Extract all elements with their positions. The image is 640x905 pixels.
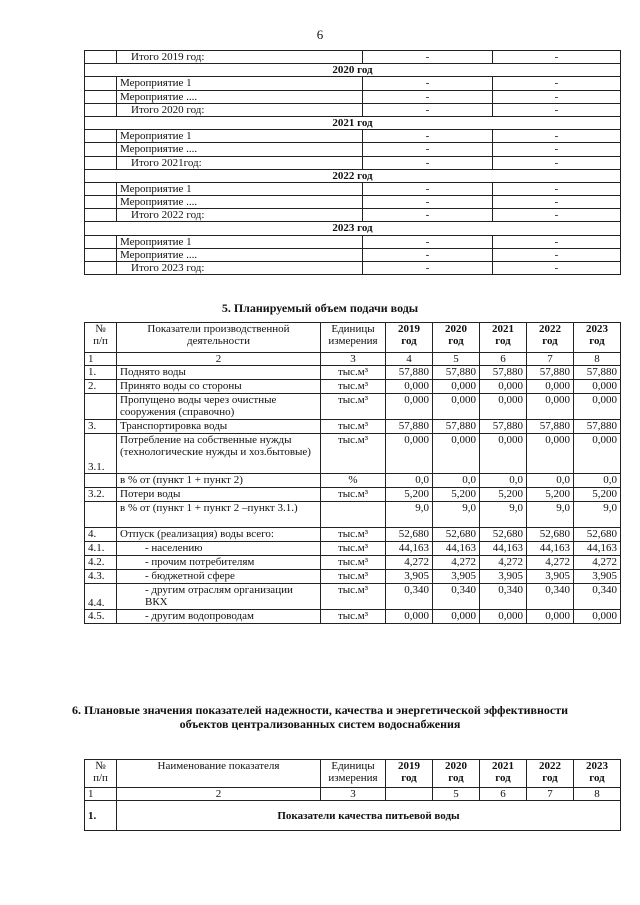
column-number: 6 (480, 788, 527, 801)
measure-row (85, 209, 621, 222)
row-unit: тыс.м³ (321, 394, 386, 420)
data-row (85, 474, 621, 488)
column-number: 3 (321, 788, 386, 801)
row-value: 0,000 (527, 434, 574, 474)
measure-value: - (363, 103, 493, 116)
header-year: 2023 год (574, 323, 621, 353)
section6-title-line2: объектов централизованных систем водоснабжения (179, 717, 461, 731)
measure-row (85, 77, 621, 90)
measure-value: - (493, 90, 621, 103)
measure-row (85, 156, 621, 169)
row-value: 9,0 (480, 502, 527, 528)
row-value: 0,000 (574, 380, 621, 394)
measure-value: - (363, 51, 493, 64)
data-row (85, 570, 621, 584)
year-heading: 2022 год (85, 169, 621, 182)
measure-value: - (493, 103, 621, 116)
row-value: 0,000 (433, 610, 480, 624)
row-value: 0,000 (574, 394, 621, 420)
measure-label: Итого 2019 год: (117, 51, 363, 64)
row-value: 0,340 (527, 584, 574, 610)
measure-value: - (493, 262, 621, 275)
section5-title: 5. Планируемый объем подачи воды (221, 301, 419, 315)
measure-value: - (363, 77, 493, 90)
row-value: 0,000 (386, 394, 433, 420)
row-unit: тыс.м³ (321, 570, 386, 584)
row-value: 0,000 (480, 610, 527, 624)
column-number: 2 (117, 353, 321, 366)
measure-value: - (363, 248, 493, 261)
measure-row (85, 196, 621, 209)
row-value: 5,200 (480, 488, 527, 502)
measure-row (85, 262, 621, 275)
measure-row (85, 90, 621, 103)
row-value: 52,680 (574, 528, 621, 542)
row-value: 0,0 (574, 474, 621, 488)
row-value: 0,000 (527, 394, 574, 420)
row-value: 44,163 (527, 542, 574, 556)
column-number-row (85, 788, 621, 801)
row-value: 0,000 (386, 434, 433, 474)
data-row (85, 380, 621, 394)
measure-label: Мероприятие 1 (117, 77, 363, 90)
data-row (85, 502, 621, 528)
num-cell (85, 209, 117, 222)
data-row (85, 542, 621, 556)
row-value: 4,272 (527, 556, 574, 570)
row-value: 57,880 (574, 420, 621, 434)
row-value: 3,905 (574, 570, 621, 584)
row-num: 3.1. (85, 434, 117, 474)
data-row (85, 366, 621, 380)
column-number-row (85, 353, 621, 366)
num-cell (85, 235, 117, 248)
header-num: № п/п (85, 323, 117, 353)
header-unit: Единицы измерения (321, 323, 386, 353)
data-row (85, 420, 621, 434)
row-value: 0,0 (480, 474, 527, 488)
header-num: № п/п (85, 760, 117, 788)
row-value: 4,272 (574, 556, 621, 570)
row-value: 9,0 (527, 502, 574, 528)
row-value: 0,340 (386, 584, 433, 610)
column-number: 5 (433, 788, 480, 801)
row-value: 0,340 (433, 584, 480, 610)
data-row (85, 488, 621, 502)
num-cell (85, 77, 117, 90)
column-number: 4 (386, 353, 433, 366)
data-row (85, 610, 621, 624)
row-num: 4.5. (85, 610, 117, 624)
row-unit: тыс.м³ (321, 584, 386, 610)
measure-row (85, 103, 621, 116)
row-value: 5,200 (386, 488, 433, 502)
data-row (85, 584, 621, 610)
measure-label: Мероприятие .... (117, 196, 363, 209)
num-cell (85, 156, 117, 169)
measure-label: Мероприятие .... (117, 143, 363, 156)
header-year: 2019 год (386, 323, 433, 353)
row-value: 44,163 (574, 542, 621, 556)
measure-value: - (493, 196, 621, 209)
measure-label: Итого 2022 год: (117, 209, 363, 222)
row-unit: тыс.м³ (321, 434, 386, 474)
measure-label: Итого 2021год: (117, 156, 363, 169)
header-year: 2021 год (480, 323, 527, 353)
row-value: 57,880 (480, 366, 527, 380)
header-indicator: Показатели производственной деятельности (117, 323, 321, 353)
row-value: 0,340 (574, 584, 621, 610)
measure-label: Мероприятие 1 (117, 235, 363, 248)
row-value: 0,000 (433, 394, 480, 420)
measure-label: Мероприятие .... (117, 90, 363, 103)
row-unit: % (321, 474, 386, 488)
measure-value: - (363, 182, 493, 195)
measure-row (85, 51, 621, 64)
row-value: 9,0 (433, 502, 480, 528)
row-value: 44,163 (480, 542, 527, 556)
row-value: 3,905 (480, 570, 527, 584)
measure-value: - (363, 143, 493, 156)
column-number: 7 (527, 788, 574, 801)
year-heading: 2021 год (85, 116, 621, 129)
row-name: - другим отраслям организации ВКХ (117, 584, 321, 610)
measure-value: - (363, 130, 493, 143)
row-num: 2. (85, 380, 117, 394)
header-year: 2022 год (527, 760, 574, 788)
row-value: 44,163 (433, 542, 480, 556)
num-cell (85, 182, 117, 195)
row-num: 3.2. (85, 488, 117, 502)
measure-label: Мероприятие 1 (117, 130, 363, 143)
column-number: 3 (321, 353, 386, 366)
row-value: 9,0 (386, 502, 433, 528)
row-name: - бюджетной сфере (117, 570, 321, 584)
data-row (85, 434, 621, 474)
header-year: 2020 год (433, 323, 480, 353)
num-cell (85, 143, 117, 156)
column-number: 1 (85, 353, 117, 366)
row-num: 4.3. (85, 570, 117, 584)
row-value: 57,880 (433, 420, 480, 434)
measure-label: Мероприятие .... (117, 248, 363, 261)
header-year: 2021 год (480, 760, 527, 788)
row-name: Транспортировка воды (117, 420, 321, 434)
water-supply-table (84, 322, 621, 624)
header-unit: Единицы измерения (321, 760, 386, 788)
row-name: Принято воды со стороны (117, 380, 321, 394)
measure-value: - (493, 209, 621, 222)
row-name: в % от (пункт 1 + пункт 2) (117, 474, 321, 488)
num-cell (85, 103, 117, 116)
row-value: 57,880 (433, 366, 480, 380)
num-cell (85, 51, 117, 64)
measure-label: Итого 2020 год: (117, 103, 363, 116)
row-value: 0,000 (480, 394, 527, 420)
column-number: 8 (574, 788, 621, 801)
row-value: 52,680 (480, 528, 527, 542)
num-cell (85, 196, 117, 209)
year-row (85, 169, 621, 182)
row-unit: тыс.м³ (321, 542, 386, 556)
row-unit: тыс.м³ (321, 488, 386, 502)
data-row (85, 394, 621, 420)
column-number: 6 (480, 353, 527, 366)
row-unit: тыс.м³ (321, 420, 386, 434)
row-value: 57,880 (527, 366, 574, 380)
row-value: 0,000 (527, 610, 574, 624)
header-row (85, 760, 621, 788)
header-year: 2019 год (386, 760, 433, 788)
measure-value: - (493, 182, 621, 195)
row-value: 4,272 (433, 556, 480, 570)
year-row (85, 222, 621, 235)
header-year: 2020 год (433, 760, 480, 788)
row-num: 4. (85, 528, 117, 542)
row-num: 4.4. (85, 584, 117, 610)
row-unit: тыс.м³ (321, 610, 386, 624)
header-row (85, 323, 621, 353)
measure-label: Мероприятие 1 (117, 182, 363, 195)
row-num: 1. (85, 366, 117, 380)
column-number: 2 (117, 788, 321, 801)
measure-value: - (493, 156, 621, 169)
num-cell (85, 90, 117, 103)
row-value: 4,272 (386, 556, 433, 570)
row-name: Пропущено воды через очистные сооружения (справочно) (117, 394, 321, 420)
row-name: - населению (117, 542, 321, 556)
row-num: 1. (85, 801, 117, 831)
measure-value: - (493, 51, 621, 64)
row-num (85, 394, 117, 420)
quality-section-label: Показатели качества питьевой воды (117, 801, 621, 831)
row-name: Потребление на собственные нужды (технологические нужды и хоз.бытовые) (117, 434, 321, 474)
column-number: 1 (85, 788, 117, 801)
row-unit: тыс.м³ (321, 366, 386, 380)
data-row (85, 528, 621, 542)
row-name: - другим водопроводам (117, 610, 321, 624)
measure-row (85, 143, 621, 156)
row-name: Отпуск (реализация) воды всего: (117, 528, 321, 542)
row-unit: тыс.м³ (321, 380, 386, 394)
year-row (85, 116, 621, 129)
row-value: 0,000 (480, 434, 527, 474)
row-unit: тыс.м³ (321, 528, 386, 542)
column-number: 5 (433, 353, 480, 366)
row-name: в % от (пункт 1 + пункт 2 –пункт 3.1.) (117, 502, 321, 528)
section6-title-line1: 6. Плановые значения показателей надежности, качества и энергетической эффективности (71, 703, 569, 717)
row-value: 0,340 (480, 584, 527, 610)
row-value: 52,680 (527, 528, 574, 542)
row-value: 0,000 (386, 380, 433, 394)
row-value: 0,000 (386, 610, 433, 624)
row-num: 4.1. (85, 542, 117, 556)
measure-row (85, 235, 621, 248)
measure-row (85, 182, 621, 195)
row-value: 0,000 (480, 380, 527, 394)
num-cell (85, 248, 117, 261)
measure-row (85, 130, 621, 143)
row-value: 5,200 (574, 488, 621, 502)
measure-value: - (363, 262, 493, 275)
row-value: 0,000 (433, 380, 480, 394)
row-name: Потери воды (117, 488, 321, 502)
row-name: Поднято воды (117, 366, 321, 380)
row-value: 0,0 (386, 474, 433, 488)
row-value: 57,880 (386, 420, 433, 434)
measure-value: - (363, 209, 493, 222)
row-value: 44,163 (386, 542, 433, 556)
row-value: 9,0 (574, 502, 621, 528)
measure-value: - (363, 90, 493, 103)
row-value: 52,680 (386, 528, 433, 542)
row-value: 57,880 (527, 420, 574, 434)
row-value: 0,000 (574, 434, 621, 474)
measures-table (84, 50, 621, 275)
row-value: 3,905 (433, 570, 480, 584)
data-row (85, 556, 621, 570)
page-number: 6 (316, 27, 324, 42)
header-year: 2023 год (574, 760, 621, 788)
row-value: 57,880 (480, 420, 527, 434)
column-number (386, 788, 433, 801)
row-name: - прочим потребителям (117, 556, 321, 570)
row-num: 3. (85, 420, 117, 434)
row-value: 52,680 (433, 528, 480, 542)
num-cell (85, 262, 117, 275)
row-num (85, 474, 117, 488)
measure-value: - (493, 77, 621, 90)
row-value: 4,272 (480, 556, 527, 570)
row-value: 3,905 (386, 570, 433, 584)
column-number: 7 (527, 353, 574, 366)
year-row (85, 64, 621, 77)
row-value: 5,200 (433, 488, 480, 502)
measure-label: Итого 2023 год: (117, 262, 363, 275)
measure-value: - (363, 235, 493, 248)
row-unit (321, 502, 386, 528)
row-value: 0,000 (433, 434, 480, 474)
row-unit: тыс.м³ (321, 556, 386, 570)
quality-row (85, 801, 621, 831)
row-num (85, 502, 117, 528)
measure-value: - (363, 196, 493, 209)
measure-value: - (493, 143, 621, 156)
row-value: 0,000 (574, 610, 621, 624)
header-year: 2022 год (527, 323, 574, 353)
row-value: 5,200 (527, 488, 574, 502)
measure-value: - (363, 156, 493, 169)
row-num: 4.2. (85, 556, 117, 570)
row-value: 0,000 (527, 380, 574, 394)
measure-value: - (493, 235, 621, 248)
row-value: 3,905 (527, 570, 574, 584)
header-indicator: Наименование показателя (117, 760, 321, 788)
row-value: 0,0 (527, 474, 574, 488)
row-value: 57,880 (574, 366, 621, 380)
num-cell (85, 130, 117, 143)
row-value: 0,0 (433, 474, 480, 488)
year-heading: 2023 год (85, 222, 621, 235)
measure-value: - (493, 248, 621, 261)
year-heading: 2020 год (85, 64, 621, 77)
row-value: 57,880 (386, 366, 433, 380)
quality-indicators-table (84, 759, 621, 831)
measure-row (85, 248, 621, 261)
column-number: 8 (574, 353, 621, 366)
measure-value: - (493, 130, 621, 143)
